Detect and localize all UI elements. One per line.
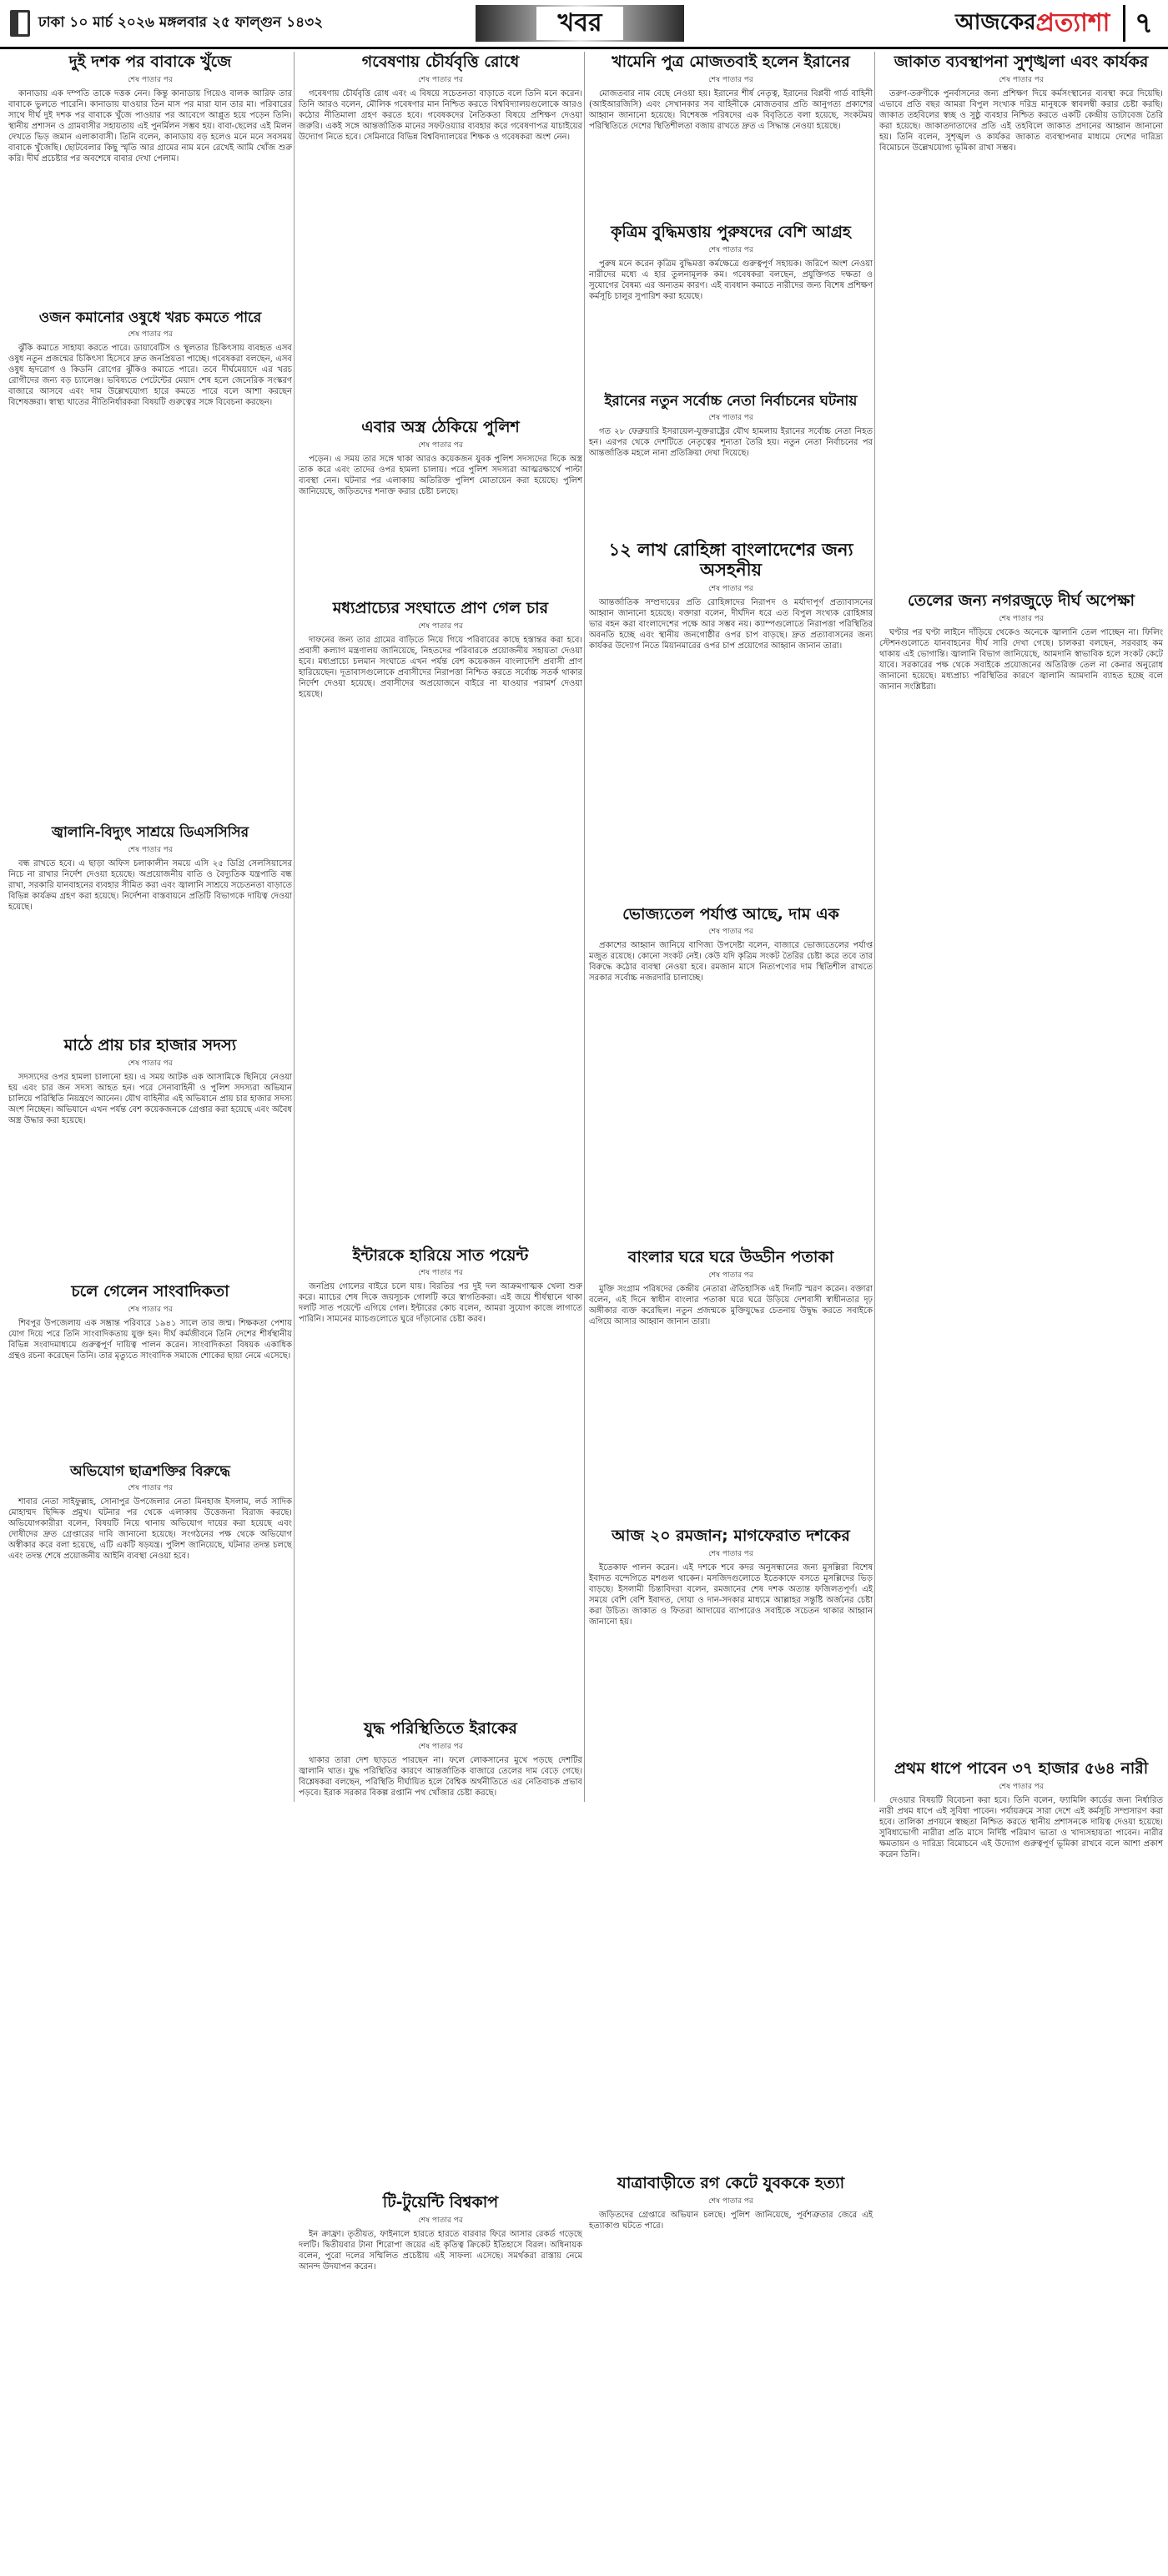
column-3 (589, 50, 873, 2231)
article-paragraph: ইতেকাফ পালন করেন। এই দশকে শবে কদর অনুসন্ধানের জন্য মুসল্লিরা বিশেষ ইবাদত বন্দেগিতে মশগুল থাকেন। মসজিদগুলোতে ইতেকাফে বসতে মুসল্লিদের ভিড় বাড়ছে। ইসলামী চিন্তাবিদরা বলেন, রমজানের শেষ দশক অত্যন্ত ফজিলতপূর্ণ। এই সময়ে বেশি বেশি ইবাদত, দোয়া ও দান-সদকার মাধ্যমে আল্লাহর সন্তুষ্টি অর্জনের চেষ্টা করা উচিত। জাকাত ও ফিতরা আদায়ের ব্যাপারেও সবাইকে সচেতন থাকার আহ্বান জানানো হয়। (589, 1563, 873, 1628)
continued-from-label: শেষ পাতার পর (418, 75, 463, 84)
article-paragraph: শিবপুর উপজেলায় এক সম্ভ্রান্ত পরিবারে ১৯৪১ সালে তার জন্ম। শিক্ষকতা পেশায় যোগ দিয়ে পরে তিনি সাংবাদিকতায় যুক্ত হন। দীর্ঘ কর্মজীবনে তিনি দেশের শীর্ষস্থানীয় বিভিন্ন সংবাদমাধ্যমে গুরুত্বপূর্ণ দায়িত্ব পালন করেন। সাংবাদিকতা বিষয়ক একাধিক গ্রন্থও রচনা করেছেন তিনি। তার মৃত্যুতে সাংবাদিক সমাজে শোকের ছায়া নেমে এসেছে। (8, 1318, 292, 1361)
news-article (589, 906, 873, 1245)
news-article (589, 1249, 873, 1522)
article-body (8, 343, 292, 820)
article-paragraph: তরুণ-তরুণীকে পুনর্বাসনের জন্য প্রশিক্ষণ দিয়ে কর্মসংস্থানের ব্যবস্থা করে দিয়েছি। এভাবে প্রতি বছর আমরা বিপুল সংখ্যক দরিদ্র মানুষকে স্বাবলম্বী করার চেষ্টা করছি। জাকাত তহবিলের স্বচ্ছ ও সুষ্ঠু ব্যবহার নিশ্চিত করতে একটি কেন্দ্রীয় ডাটাবেজ তৈরি করা হয়েছে। জাকাতদাতাদের প্রতি এই তহবিলে জাকাত প্রদানের আহ্বান জানানো হয়। তিনি বলেন, সুশৃঙ্খল ও কার্যকর জাকাত ব্যবস্থাপনার মাধ্যমে দেশের দারিদ্র্য বিমোচনে উল্লেখযোগ্য ভূমিকা রাখা সম্ভব। (879, 88, 1163, 153)
article-body (589, 940, 873, 1244)
page-tab-icon (10, 10, 30, 37)
continued-from-label: শেষ পাতার পর (418, 1743, 463, 1752)
article-paragraph: গবেষণায় চৌর্যবৃত্তি রোধ এবং এ বিষয়ে সচেতনতা বাড়াতে বলে তিনি মনে করেন। তিনি আরও বলেন, মৌলিক গবেষণার মান নিশ্চিত করতে বিশ্ববিদ্যালয়গুলোকে আরও কঠোর নীতিমালা গ্রহণ করতে হবে। গবেষকদের নৈতিকতা বিষয়ে প্রশিক্ষণ দেওয়া জরুরি। একই সঙ্গে আন্তর্জাতিক মানের সফটওয়্যার ব্যবহার করে গবেষণাপত্র যাচাইয়ের উদ্যোগ নিতে হবে। সেমিনারে বিভিন্ন বিশ্ববিদ্যালয়ের শিক্ষক ও গবেষকরা অংশ নেন। (299, 88, 582, 142)
news-article (589, 2175, 873, 2253)
article-headline[interactable]: ওজন কমানোর ওষুধে খরচ কমতে পারে (38, 309, 262, 326)
article-paragraph: গত ২৮ ফেব্রুয়ারি ইসরায়েল-যুক্তরাষ্ট্রের যৌথ হামলায় ইরানের সর্বোচ্চ নেতা নিহত হন। এরপর থেকে দেশটিতে নেতৃত্বের শূন্যতা তৈরি হয়। নতুন নেতা নির্বাচনের পর আন্তর্জাতিক মহলে নানা প্রতিক্রিয়া দেখা দিয়েছে। (589, 427, 873, 459)
article-body (8, 1318, 292, 1459)
article-headline[interactable]: ইরানের নতুন সর্বোচ্চ নেতা নির্বাচনের ঘটনায় (604, 392, 858, 410)
article-body (589, 2210, 873, 2253)
article-body (8, 858, 292, 1032)
page-number: ৭ (1123, 5, 1162, 42)
article-body (299, 2229, 582, 2381)
continued-from-label: শেষ পাতার পর (418, 2216, 463, 2226)
news-article (8, 53, 292, 305)
continued-from-label: শেষ পাতার পর (128, 1484, 173, 1493)
article-headline[interactable]: ইন্টারকে হারিয়ে সাত পয়েন্ট (352, 1245, 529, 1265)
article-paragraph: আন্তর্জাতিক সম্প্রদায়ের প্রতি রোহিঙ্গাদের নিরাপদ ও মর্যাদাপূর্ণ প্রত্যাবাসনের আহ্বান জানানো হয়েছে। বক্তারা বলেন, দীর্ঘদিন ধরে এত বিপুল সংখ্যক রোহিঙ্গার ভার বহন করা বাংলাদেশের পক্ষে আর সম্ভব নয়। ক্যাম্পগুলোতে নিরাপত্তা পরিস্থিতির অবনতি হচ্ছে এবং স্থানীয় জনগোষ্ঠীর ওপর চাপ বাড়ছে। দ্রুত প্রত্যাবাসনের জন্য কার্যকর উদ্যোগ নিতে মিয়ানমারের ওপর চাপ প্রয়োগের আহ্বান জানান তারা। (589, 597, 873, 651)
article-paragraph: থাকার তারা দেশ ছাড়তে পারছেন না। ফলে লোকসানের মুখে পড়ছে দেশটির জ্বালানি খাত। যুদ্ধ পরিস্থিতির কারণে আন্তর্জাতিক বাজারে তেলের দাম বেড়ে গেছে। বিশ্লেষকরা বলছেন, পরিস্থিতি দীর্ঘায়িত হলে বৈশ্বিক অর্থনীতিতে এর নেতিবাচক প্রভাব পড়বে। ইরাক সরকার বিকল্প রপ্তানি পথ খোঁজার চেষ্টা করছে। (299, 1756, 582, 1799)
article-body (299, 88, 582, 414)
article-paragraph: ইন ক্রাফ্রা। তৃতীয়ত, ফাইনালে হারতে হারতে বারবার ফিরে আসার রেকর্ড গড়েছে দলটি। দ্বিতীয়বার টানা শিরোপা জয়ের এই কৃতিত্ব ক্রিকেট ইতিহাসে বিরল। অধিনায়ক বলেন, পুরো দলের সম্মিলিত প্রচেষ্টায় এই সাফল্য এসেছে। সমর্থকরা রাস্তায় নেমে আনন্দ উদযাপন করেন। (299, 2230, 582, 2272)
column-divider (584, 52, 585, 1802)
article-paragraph: শাবার নেতা সাইফুল্লাহ, সোনাপুর উপজেলার নেতা মিনহাজ ইসলাম, লর্ড সাদিক মোহাম্মদ ছিদ্দিক প্রমুখ। ঘটনার পর থেকে এলাকায় উত্তেজনা বিরাজ করছে। অভিযোগকারীরা বলেন, বিষয়টি নিয়ে থানায় অভিযোগ দায়ের করা হয়েছে এবং দোষীদের দ্রুত গ্রেপ্তারের দাবি জানানো হয়েছে। সংগঠনের পক্ষ থেকে অভিযোগ অস্বীকার করে বলা হয়েছে, এটি একটি ষড়যন্ত্র। পুলিশ জানিয়েছে, ঘটনার তদন্ত চলছে এবং তদন্ত শেষে প্রয়োজনীয় আইনি ব্যবস্থা নেওয়া হবে। (8, 1497, 292, 1562)
news-article (589, 394, 873, 536)
article-paragraph: ঝুঁকি কমাতে সাহায্য করতে পারে। ডায়াবেটিস ও স্থূলতার চিকিৎসায় ব্যবহৃত এসব ওষুধ নতুন প্রজন্মের চিকিৎসা হিসেবে দ্রুত জনপ্রিয়তা পাচ্ছে। গবেষকরা বলছেন, এসব ওষুধ হৃদরোগ ও কিডনি রোগের ঝুঁকিও কমাতে পারে। তবে দীর্ঘমেয়াদে এর খরচ রোগীদের জন্য বড় চ্যালেঞ্জ। ভবিষ্যতে পেটেন্টের মেয়াদ শেষ হলে জেনেরিক সংস্করণ বাজারে আসবে এবং দাম উল্লেখযোগ্য হারে কমতে পারে বলে আশা করছেন বিশেষজ্ঞরা। স্বাস্থ্য খাতের নীতিনির্ধারকরা বিষয়টি গুরুত্বের সঙ্গে বিবেচনা করছেন। (8, 344, 292, 408)
continued-from-label: শেষ পাতার পর (999, 614, 1044, 623)
article-paragraph: পড়েন। এ সময় তার সঙ্গে থাকা আরও কয়েকজন যুবক পুলিশ সদস্যদের দিকে অস্ত্র তাক করে এবং তাদের ওপর হামলা চালায়। পরে পুলিশ সদস্যরা আত্মরক্ষার্থে পাল্টা ব্যবস্থা নেন। ঘটনার পর এলাকায় অতিরিক্ত পুলিশ মোতায়েন করা হয়েছে। পুলিশ জানিয়েছে, জড়িতদের শনাক্ত করার চেষ্টা চলছে। (299, 454, 582, 496)
article-body (589, 1562, 873, 2170)
continued-from-label: শেষ পাতার পর (418, 440, 463, 450)
article-headline[interactable]: বাংলার ঘরে ঘরে উড্ডীন পতাকা (627, 1248, 834, 1267)
column-4 (879, 50, 1163, 1859)
article-paragraph: বন্ধ রাখতে হবে। এ ছাড়া অফিস চলাকালীন সময়ে এসি ২৫ ডিগ্রি সেলসিয়াসের নিচে না রাখার নির্দেশ দেওয়া হয়েছে। অপ্রয়োজনীয় বাতি ও বৈদ্যুতিক যন্ত্রপাতি বন্ধ রাখা, সরকারি যানবাহনের ব্যবহার সীমিত করা এবং জ্বালানি সাশ্রয়ে সচেতনতা বাড়াতে বিভিন্ন কার্যক্রম গ্রহণ করা হয়েছে। নির্দেশনা বাস্তবায়নে প্রতিটি বিভাগকে দায়িত্ব দেওয়া হয়েছে। (8, 858, 292, 912)
news-article (299, 2194, 582, 2381)
news-article (8, 825, 292, 1032)
continued-from-label: শেষ পাতার পর (708, 1271, 753, 1280)
news-article (8, 1037, 292, 1278)
continued-from-label: শেষ পাতার পর (128, 330, 173, 340)
article-body (589, 597, 873, 901)
continued-from-label: শেষ পাতার পর (128, 1059, 173, 1068)
article-body (879, 627, 1163, 1755)
article-headline[interactable]: আজ ২০ রমজান; মাগফেরাত দশকের (612, 1527, 850, 1546)
article-headline[interactable]: ১২ লাখ রোহিঙ্গা বাংলাদেশের জন্য অসহনীয় (608, 540, 853, 581)
article-headline[interactable]: যুদ্ধ পরিস্থিতিতে ইরাকের (364, 1719, 517, 1738)
article-headline[interactable]: চলে গেলেন সাংবাদিকতা (71, 1281, 229, 1301)
article-body (299, 454, 582, 595)
article-body (879, 88, 1163, 587)
article-headline[interactable]: দুই দশক পর বাবাকে খুঁজে (68, 53, 232, 71)
continued-from-label: শেষ পাতার পর (708, 414, 753, 423)
news-article (299, 419, 582, 595)
article-headline[interactable]: জাকাত ব্যবস্থাপনা সুশৃঙ্খলা এবং কার্যকর (894, 53, 1149, 71)
article-body (8, 88, 292, 305)
article-paragraph: দেওয়ার বিষয়টি বিবেচনা করা হবে। তিনি বলেন, ফ্যামিলি কার্ডের জন্য নির্ধারিত নারী প্রথম ধাপে এই সুবিধা পাবেন। পর্যায়ক্রমে সারা দেশে এই কর্মসূচি সম্প্রসারণ করা হবে। তালিকা প্রণয়নে স্বচ্ছতা নিশ্চিত করতে স্থানীয় প্রশাসনকে দায়িত্ব দেওয়া হয়েছে। সুবিধাভোগী নারীরা প্রতি মাসে নির্দিষ্ট পরিমাণ ভাতা ও খাদ্যসহায়তা পাবেন। নারীর ক্ষমতায়ন ও দারিদ্র্য বিমোচনে এই উদ্যোগ গুরুত্বপূর্ণ ভূমিকা রাখবে বলে আশা প্রকাশ করেন তিনি। (879, 1795, 1163, 1859)
column-divider (294, 52, 295, 1802)
column-1 (8, 50, 292, 1802)
article-headline[interactable]: অভিযোগ ছাত্রশক্তির বিরুদ্ধে (70, 1462, 230, 1480)
article-paragraph: প্রকাশের আহ্বান জানিয়ে বাণিজ্য উপদেষ্টা বলেন, বাজারে ভোজ্যতেলের পর্যাপ্ত মজুত রয়েছে। কোনো সংকট নেই। কেউ যদি কৃত্রিম সংকট তৈরির চেষ্টা করে তবে তার বিরুদ্ধে কঠোর ব্যবস্থা নেওয়া হবে। রমজান মাসে নিত্যপণ্যের দাম স্থিতিশীল রাখতে সরকার সর্বোচ্চ নজরদারি চালাচ্ছে। (589, 941, 873, 984)
section-banner (476, 5, 684, 42)
news-article (589, 1527, 873, 2170)
continued-from-label: শেষ পাতার পর (708, 928, 753, 937)
article-paragraph: দাফনের জন্য তার গ্রামের বাড়িতে নিয়ে গিয়ে পরিবারের কাছে হস্তান্তর করা হবে। প্রবাসী কল্যাণ মন্ত্রণালয় জানিয়েছে, নিহতদের পরিবারকে প্রয়োজনীয় সহায়তা দেওয়া হবে। মধ্যপ্রাচ্যে চলমান সংঘাতে এখন পর্যন্ত বেশ কয়েকজন বাংলাদেশি প্রবাসী প্রাণ হারিয়েছেন। দূতাবাসগুলোকে প্রবাসীদের নিরাপত্তা নিশ্চিত করতে সর্বোচ্চ সতর্ক থাকার নির্দেশ দেওয়া হয়েছে। প্রবাসীদের অপ্রয়োজনে বাইরে না যাওয়ার পরামর্শ দেওয়া হয়েছে। (299, 635, 582, 699)
brand-part1: আজকের (955, 10, 1036, 35)
article-headline[interactable]: গবেষণায় চৌর্যবৃত্তি রোধে (361, 53, 520, 71)
news-article (8, 1464, 292, 2191)
continued-from-label: শেষ পাতার পর (418, 621, 463, 631)
article-headline[interactable]: মধ্যপ্রাচ্যের সংঘাতে প্রাণ গেল চার (332, 598, 549, 617)
news-article (879, 1760, 1163, 2576)
continued-from-label: শেষ পাতার পর (708, 1550, 753, 1559)
article-body (299, 1755, 582, 2189)
continued-from-label: শেষ পাতার পর (999, 75, 1044, 84)
continued-from-label: শেষ পাতার পর (999, 1782, 1044, 1791)
continued-from-label: শেষ পাতার পর (418, 1269, 463, 1278)
article-body (589, 426, 873, 535)
news-article (299, 1247, 582, 1716)
brand-part2: প্রত্যাশা (1035, 8, 1110, 38)
article-headline[interactable]: প্রথম ধাপে পাবেন ৩৭ হাজার ৫৬৪ নারী (894, 1758, 1149, 1778)
article-paragraph: জড়িতদের গ্রেপ্তারে অভিযান চলছে। পুলিশ জানিয়েছে, পূর্বশত্রুতার জেরে এই হত্যাকাণ্ড ঘটতে পারে। (589, 2210, 873, 2231)
article-headline[interactable]: যাত্রাবাড়ীতে রগ কেটে যুবককে হত্যা (617, 2174, 845, 2193)
continued-from-label: শেষ পাতার পর (128, 1305, 173, 1314)
article-body (879, 1795, 1163, 2576)
continued-from-label: শেষ পাতার পর (128, 75, 173, 84)
news-article (589, 53, 873, 219)
continued-from-label: শেষ পাতার পর (708, 245, 753, 254)
continued-from-label: শেষ পাতার পর (128, 845, 173, 854)
article-headline[interactable]: ভোজ্যতেল পর্যাপ্ত আছে, দাম এক (622, 904, 839, 923)
section-title: খবর (536, 7, 624, 40)
news-article (589, 540, 873, 900)
article-paragraph: কানাডায় এক দম্পতি তাকে দত্তক নেন। কিন্তু কানাডায় গিয়েও বালক আরিফ তার বাবাকে ভুলতে পারেনি। কানাডায় যাওয়ার তিন মাস পর মারা যান তার মা। পরিবারের সাথে দীর্ঘ দুই দশক পর বাবাকে খুঁজে পাওয়ার পর আবেগে আপ্লুত হয়ে পড়েন তিনি। স্থানীয় প্রশাসন ও গ্রামবাসীর সহায়তায় এই পুনর্মিলন সম্ভব হয়। বাবা-ছেলের এই মিলন দেখতে ভিড় জমান এলাকাবাসী। তিনি বলেন, কানাডায় বড় হলেও মনে মনে সবসময় বাবাকে খুঁজেছি। ছোটবেলার কিছু স্মৃতি আর গ্রামের নাম মনে রেখেই আমি খোঁজ শুরু করি। দীর্ঘ প্রচেষ্টার পর অবশেষে বাবার দেখা পেলাম। (8, 88, 292, 164)
article-headline[interactable]: এবার অস্ত্র ঠেকিয়ে পুলিশ (361, 417, 520, 436)
article-body (299, 1281, 582, 1715)
column-2 (299, 50, 582, 2272)
article-paragraph: সদস্যদের ওপর হামলা চালানো হয়। এ সময় আটক এক আসামিকে ছিনিয়ে নেওয়া হয় এবং চার জন সদস্য আহত হন। পরে সেনাবাহিনী ও পুলিশ সদস্যরা অভিযান চালিয়ে পরিস্থিতি নিয়ন্ত্রণে আনেন। যৌথ বাহিনীর এই অভিযানে প্রায় চার হাজার সদস্য অংশ নিচ্ছেন। অভিযানে এখন পর্যন্ত বেশ কয়েকজনকে গ্রেপ্তার করা হয়েছে এবং অবৈধ অস্ত্র উদ্ধার করা হয়েছে। (8, 1072, 292, 1125)
article-body (589, 88, 873, 219)
article-body (8, 1072, 292, 1278)
article-headline[interactable]: মাঠে প্রায় চার হাজার সদস্য (63, 1035, 237, 1054)
article-paragraph: জনপ্রিয় গোলের বাইরে চলে যায়। বিরতির পর দুই দল আক্রমণাত্মক খেলা শুরু করে। ম্যাচের শেষ দিকে জয়সূচক গোলটি করে স্বাগতিকরা। এই জয়ে শীর্ষস্থানে থাকা দলটি সাত পয়েন্টে এগিয়ে গেল। ইন্টারের কোচ বলেন, আমরা সুযোগ কাজে লাগাতে পারিনি। সামনের ম্যাচগুলোতে ঘুরে দাঁড়ানোর চেষ্টা করব। (299, 1282, 582, 1325)
masthead-left (10, 10, 323, 37)
news-article (299, 53, 582, 414)
news-article (879, 592, 1163, 1755)
article-paragraph: ঘণ্টার পর ঘণ্টা লাইনে দাঁড়িয়ে থেকেও অনেকে জ্বালানি তেল পাচ্ছেন না। ফিলিং স্টেশনগুলোতে যানবাহনের দীর্ঘ সারি দেখা গেছে। চালকরা বলছেন, সরবরাহ কম থাকায় এই ভোগান্তি। জ্বালানি বিভাগ জানিয়েছে, আমদানি স্বাভাবিক হলে সংকট কেটে যাবে। সরকারের পক্ষ থেকে সবাইকে প্রয়োজনের অতিরিক্ত তেল না কেনার অনুরোধ জানানো হয়েছে। মধ্যপ্রাচ্য পরিস্থিতির কারণে জ্বালানি আমদানি ব্যাহত হচ্ছে বলে জানান সংশ্লিষ্টরা। (879, 627, 1163, 692)
article-body (589, 259, 873, 389)
news-article (8, 310, 292, 821)
article-headline[interactable]: তেলের জন্য নগরজুড়ে দীর্ঘ অপেক্ষা (907, 591, 1135, 610)
article-headline[interactable]: খামেনি পুত্র মোজতবাই হলেন ইরানের (612, 53, 850, 71)
masthead (0, 0, 1168, 49)
article-paragraph: মোজতবার নাম বেছে নেওয়া হয়। ইরানের শীর্ষ নেতৃত্ব, ইরানের বিপ্লবী গার্ড বাহিনী (আইআরজিসি) এবং সেখানকার সব বাহিনীকে মোজতবার প্রতি আনুগত্য প্রকাশের আহ্বান জানানো হয়েছে। বিশেষজ্ঞ পরিষদের এক বিবৃতিতে বলা হয়েছে, সংকটময় পরিস্থিতিতে দেশের স্থিতিশীলতা বজায় রাখতে দ্রুত এ সিদ্ধান্ত নেওয়া হয়েছে। (589, 88, 873, 131)
article-paragraph: পুরুষ মনে করেন কৃত্রিম বুদ্ধিমত্তা কর্মক্ষেত্রে গুরুত্বপূর্ণ সহায়ক। জরিপে অংশ নেওয়া নারীদের মধ্যে এ হার তুলনামূলক কম। গবেষকরা বলছেন, প্রযুক্তিগত দক্ষতা ও সুযোগের বৈষম্য এর অন্যতম কারণ। এই ব্যবধান কমাতে নারীদের জন্য বিশেষ প্রশিক্ষণ কর্মসূচি চালুর সুপারিশ করা হয়েছে। (589, 259, 873, 301)
news-article (8, 1283, 292, 1459)
article-body (299, 635, 582, 1242)
article-headline[interactable]: টি-টুয়েন্টি বিশ্বকাপ (382, 2193, 499, 2212)
date-line: ঢাকা ১০ মার্চ ২০২৬ মঙ্গলবার ২৫ ফাল্গুন ১৪৩২ (38, 14, 324, 31)
news-article (589, 224, 873, 389)
article-paragraph: মুক্তি সংগ্রাম পরিষদের কেন্দ্রীয় নেতারা ঐতিহাসিক এই দিনটি স্মরণ করেন। বক্তারা বলেন, এই দিনে স্বাধীন বাংলার পতাকা ঘরে ঘরে উড়িয়ে দেশবাসী স্বাধীনতার দৃঢ় অঙ্গীকার ব্যক্ত করেছিল। নতুন প্রজন্মকে মুক্তিযুদ্ধের চেতনায় উদ্বুদ্ধ করতে সবাইকে এগিয়ে আসার আহ্বান জানান তারা। (589, 1285, 873, 1327)
news-article (299, 1720, 582, 2189)
article-headline[interactable]: জ্বালানি-বিদ্যুৎ সাশ্রয়ে ডিএসসিসির (51, 824, 249, 842)
continued-from-label: শেষ পাতার পর (708, 584, 753, 593)
article-headline[interactable]: কৃত্রিম বুদ্ধিমত্তায় পুরুষদের বেশি আগ্রহ (611, 222, 851, 241)
continued-from-label: শেষ পাতার পর (708, 2196, 753, 2206)
brand-logo (955, 5, 1110, 42)
news-article (879, 53, 1163, 587)
article-body (589, 1284, 873, 1522)
column-divider (874, 52, 875, 1802)
continued-from-label: শেষ পাতার পর (708, 75, 753, 84)
news-article (299, 600, 582, 1242)
article-body (8, 1497, 292, 2191)
